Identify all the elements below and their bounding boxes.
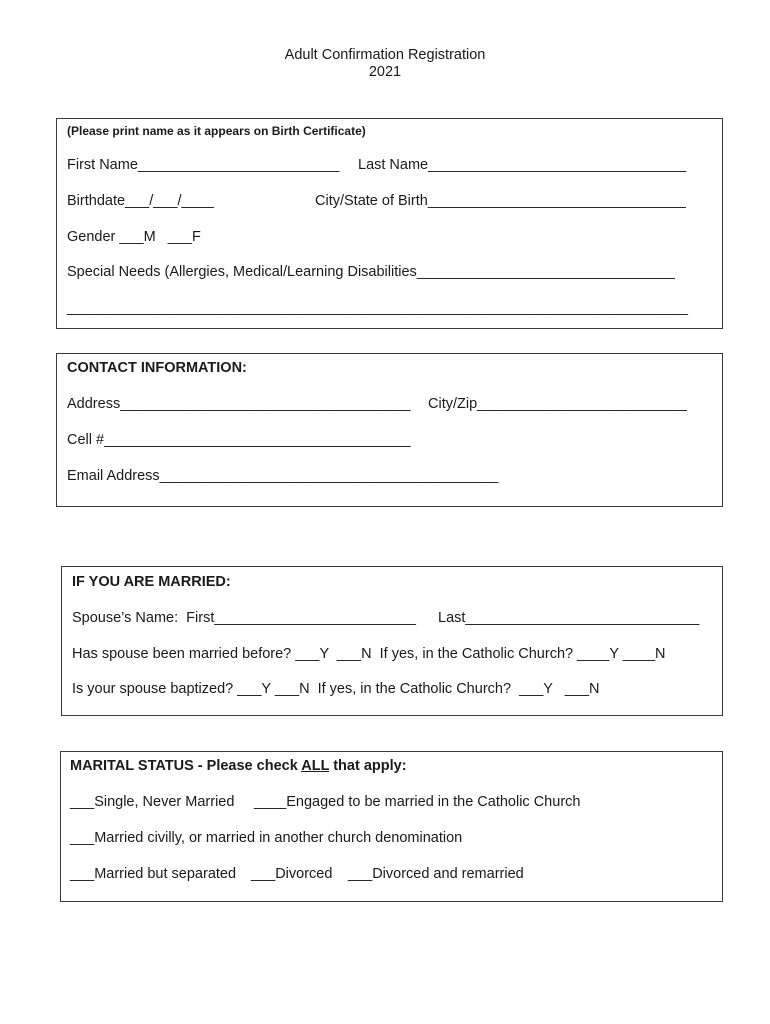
form-year: 2021 — [368, 64, 402, 80]
divorced-remarried-option[interactable]: ___Divorced and remarried — [348, 866, 524, 882]
special-needs-extra-line[interactable]: _____________________________________________________________________________ — [67, 300, 688, 316]
spouse-last-name-field[interactable]: Last_____________________________ — [438, 610, 700, 626]
marital-status-heading: MARITAL STATUS - Please check ALL that apply: — [70, 758, 407, 774]
page-title — [0, 47, 770, 81]
contact-heading: CONTACT INFORMATION: — [67, 360, 247, 376]
spouse-first-name-field[interactable]: Spouse’s Name: First_________________________ — [72, 610, 416, 626]
cell-field[interactable]: Cell #______________________________________ — [67, 432, 411, 448]
personal-info-section — [56, 118, 723, 329]
birthplace-field[interactable]: City/State of Birth________________________________ — [315, 193, 686, 209]
first-name-field[interactable]: First Name_________________________ — [67, 157, 340, 173]
married-heading: IF YOU ARE MARRIED: — [72, 574, 231, 590]
divorced-option[interactable]: ___Divorced — [251, 866, 333, 882]
birth-certificate-note: (Please print name as it appears on Birth Certificate) — [67, 124, 366, 138]
last-name-field[interactable]: Last Name________________________________ — [358, 157, 687, 173]
separated-option[interactable]: ___Married but separated — [70, 866, 237, 882]
civil-married-option[interactable]: ___Married civilly, or married in another church denomination — [70, 830, 463, 846]
birthdate-field[interactable]: Birthdate___/___/____ — [67, 193, 214, 209]
special-needs-field[interactable]: Special Needs (Allergies, Medical/Learning Disabilities________________________________ — [67, 264, 675, 280]
email-field[interactable]: Email Address__________________________________________ — [67, 468, 499, 484]
address-field[interactable]: Address____________________________________ — [67, 396, 411, 412]
city-zip-field[interactable]: City/Zip__________________________ — [428, 396, 687, 412]
form-title: Adult Confirmation Registration — [284, 47, 486, 63]
engaged-option[interactable]: ____Engaged to be married in the Catholic Church — [254, 794, 581, 810]
single-option[interactable]: ___Single, Never Married — [70, 794, 235, 810]
spouse-married-before-field[interactable]: Has spouse been married before? ___Y ___N If yes, in the Catholic Church? ____Y ____N — [72, 646, 666, 662]
spouse-baptized-field[interactable]: Is your spouse baptized? ___Y ___N If yes, in the Catholic Church? ___Y ___N — [72, 681, 600, 697]
gender-field[interactable]: Gender ___M ___F — [67, 229, 201, 245]
